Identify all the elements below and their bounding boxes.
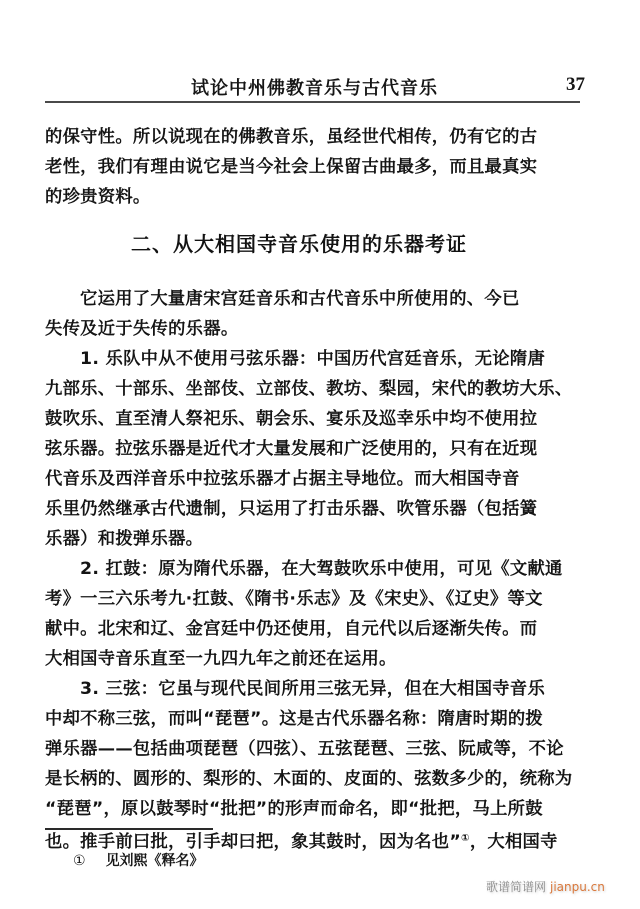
footnote-text: 见刘熙《释名》 (105, 853, 204, 869)
item-1-line: 乐里仍然继承古代遗制，只运用了打击乐器、吹管乐器（包括簧 (45, 499, 538, 519)
item-1-line: 弦乐器。拉弦乐器是近代才大量发展和广泛使用的，只有在近现 (45, 439, 538, 459)
page-number: 37 (566, 74, 585, 95)
item-3-line: 是长柄的、圆形的、梨形的、木面的、皮面的、弦数多少的，统称为 (45, 769, 573, 789)
text-line: 失传及近于失传的乐器。 (45, 319, 239, 339)
item-3-tail: ，大相国寺 (469, 832, 558, 852)
watermark-url: jianpu.cn (550, 880, 605, 894)
item-3-line: 3. 三弦：它虽与现代民间所用三弦无异，但在大相国寺音乐 (80, 679, 546, 699)
footnote-reference[interactable]: ① (461, 833, 470, 844)
header-rule (45, 101, 580, 103)
footnote-rule (45, 828, 213, 830)
text-line: 老性，我们有理由说它是当今社会上保留古曲最多，而且最真实 (45, 157, 538, 177)
item-2-line: 大相国寺音乐直至一九四九年之前还在运用。 (45, 649, 397, 669)
item-3-text: 也。推手前曰批，引手却曰把，象其鼓时，因为名也” (45, 832, 462, 852)
item-3-line: 中却不称三弦，而叫“琵琶”。这是古代乐器名称：隋唐时期的拨 (45, 709, 544, 729)
footnote (73, 850, 204, 870)
item-1-line: 鼓吹乐、直至清人祭祀乐、朝会乐、宴乐及巡幸乐中均不使用拉 (45, 409, 538, 429)
item-1-line: 九部乐、十部乐、坐部伎、立部伎、教坊、梨园，宋代的教坊大乐、 (45, 379, 573, 399)
item-3-line: 弹乐器——包括曲项琵琶（四弦）、五弦琵琶、三弦、阮咸等，不论 (45, 739, 564, 759)
item-2-line: 献中。北宋和辽、金宫廷中仍还使用，自元代以后逐渐失传。而 (45, 619, 538, 639)
running-title: 试论中州佛教音乐与古代音乐 (191, 78, 438, 99)
item-1-line: 乐器）和拨弹乐器。 (45, 529, 204, 549)
watermark (486, 878, 605, 895)
text-line: 的珍贵资料。 (45, 187, 151, 207)
item-1-line: 代音乐及西洋音乐中拉弦乐器才占据主导地位。而大相国寺音 (45, 469, 520, 489)
footnote-marker: ① (73, 853, 86, 869)
body-text (45, 122, 590, 854)
item-2-line: 考》一三六乐考九·扛鼓、《隋书·乐志》及《宋史》、《辽史》等文 (45, 589, 543, 609)
section-heading: 二、从大相国寺音乐使用的乐器考证 (131, 232, 467, 256)
item-1-line: 1. 乐队中从不使用弓弦乐器：中国历代宫廷音乐，无论隋唐 (80, 349, 546, 369)
text-line: 它运用了大量唐宋宫廷音乐和古代音乐中所使用的、今已 (80, 289, 520, 309)
running-header (45, 70, 585, 106)
item-2-line: 2. 扛鼓：原为隋代乐器，在大驾鼓吹乐中使用，可见《文献通 (80, 559, 563, 579)
text-line: 的保守性。所以说现在的佛教音乐，虽经世代相传，仍有它的古 (45, 127, 538, 147)
item-3-line: “琵琶”，原以鼓琴时“批把”的形声而命名，即“批把，马上所鼓 (45, 799, 543, 819)
watermark-site-name: 歌谱简谱网 (486, 880, 547, 894)
